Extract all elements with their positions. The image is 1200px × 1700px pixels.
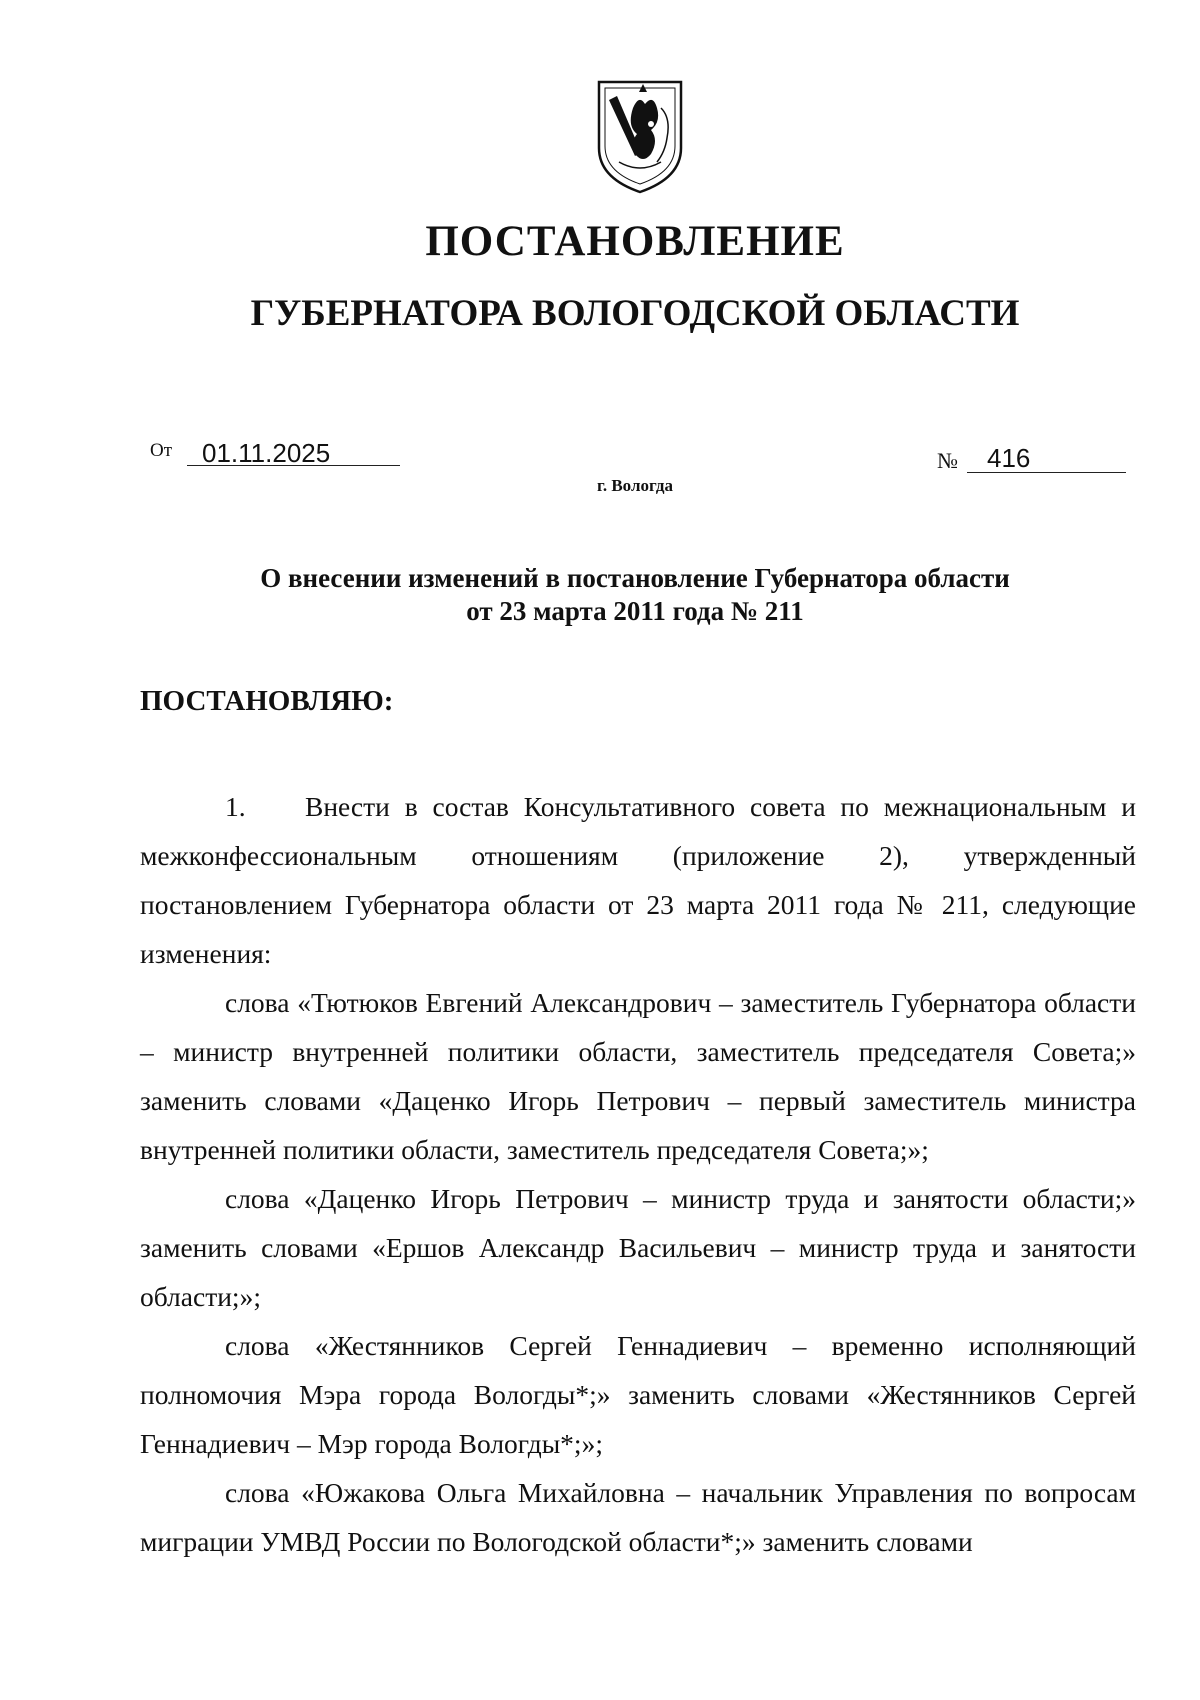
document-subject <box>0 562 1200 628</box>
coat-of-arms-icon <box>595 78 685 196</box>
document-number: 416 <box>987 443 1031 473</box>
number-prefix: № <box>937 448 958 473</box>
document-body <box>140 782 1136 1566</box>
body-paragraph: слова «Даценко Игорь Петрович – министр труда и занятости области;» заменить словами «Ершов Александр Васильевич – министр труда и занятости области;»; <box>140 1183 1136 1312</box>
date-underline <box>187 465 400 466</box>
subject-line-2: от 23 марта 2011 года № 211 <box>466 596 804 626</box>
document-city: г. Вологда <box>597 476 673 495</box>
decree-heading: ПОСТАНОВЛЯЮ: <box>140 685 394 717</box>
body-paragraph: слова «Южакова Ольга Михайловна – начальник Управления по вопросам миграции УМВД России по Вологодской области*;» заменить словами <box>140 1477 1136 1557</box>
document-issuer: ГУБЕРНАТОРА ВОЛОГОДСКОЙ ОБЛАСТИ <box>250 293 1020 334</box>
body-paragraph: слова «Жестянников Сергей Геннадиевич – временно исполняющий полномочия Мэра города Вологды*;» заменить словами «Жестянников Сергей Геннадиевич – Мэр города Вологды*;»; <box>140 1330 1136 1459</box>
body-paragraph: 1. Внести в состав Консультативного совета по межнациональным и межконфессиональным отношениям (приложение 2), утвержденный постановлением Губернатора области от 23 марта 2011 года № 211, следующие изменения: <box>140 791 1136 969</box>
document-title: ПОСТАНОВЛЕНИЕ <box>425 218 845 265</box>
body-paragraph: слова «Тютюков Евгений Александрович – заместитель Губернатора области – министр внутренней политики области, заместитель председателя Совета;» заменить словами «Даценко Игорь Петрович – первый заместитель министра внутренней политики области, заместитель председателя Совета;»; <box>140 987 1136 1165</box>
number-underline <box>967 472 1126 473</box>
date-prefix: От <box>150 440 173 461</box>
document-date: 01.11.2025 <box>202 438 331 468</box>
subject-line-1: О внесении изменений в постановление Губернатора области <box>260 563 1010 593</box>
